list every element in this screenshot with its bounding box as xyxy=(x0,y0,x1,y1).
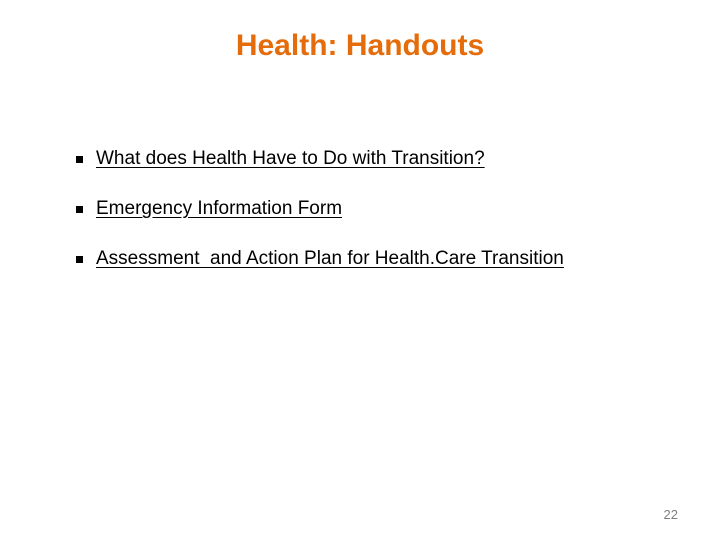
handout-link-emergency-form[interactable]: Emergency Information Form xyxy=(96,198,343,219)
page-title: Health: Handouts xyxy=(235,29,485,62)
handout-list xyxy=(76,146,564,296)
page-number: 22 xyxy=(663,507,678,522)
square-bullet-icon xyxy=(76,256,83,263)
handout-link-health-transition[interactable]: What does Health Have to Do with Transition? xyxy=(96,148,485,169)
handout-link-assessment-plan[interactable]: Assessment and Action Plan for Health.Care Transition xyxy=(96,248,564,269)
square-bullet-icon xyxy=(76,206,83,213)
list-item xyxy=(76,246,564,272)
list-item xyxy=(76,196,564,222)
square-bullet-icon xyxy=(76,156,83,163)
list-item xyxy=(76,146,564,172)
